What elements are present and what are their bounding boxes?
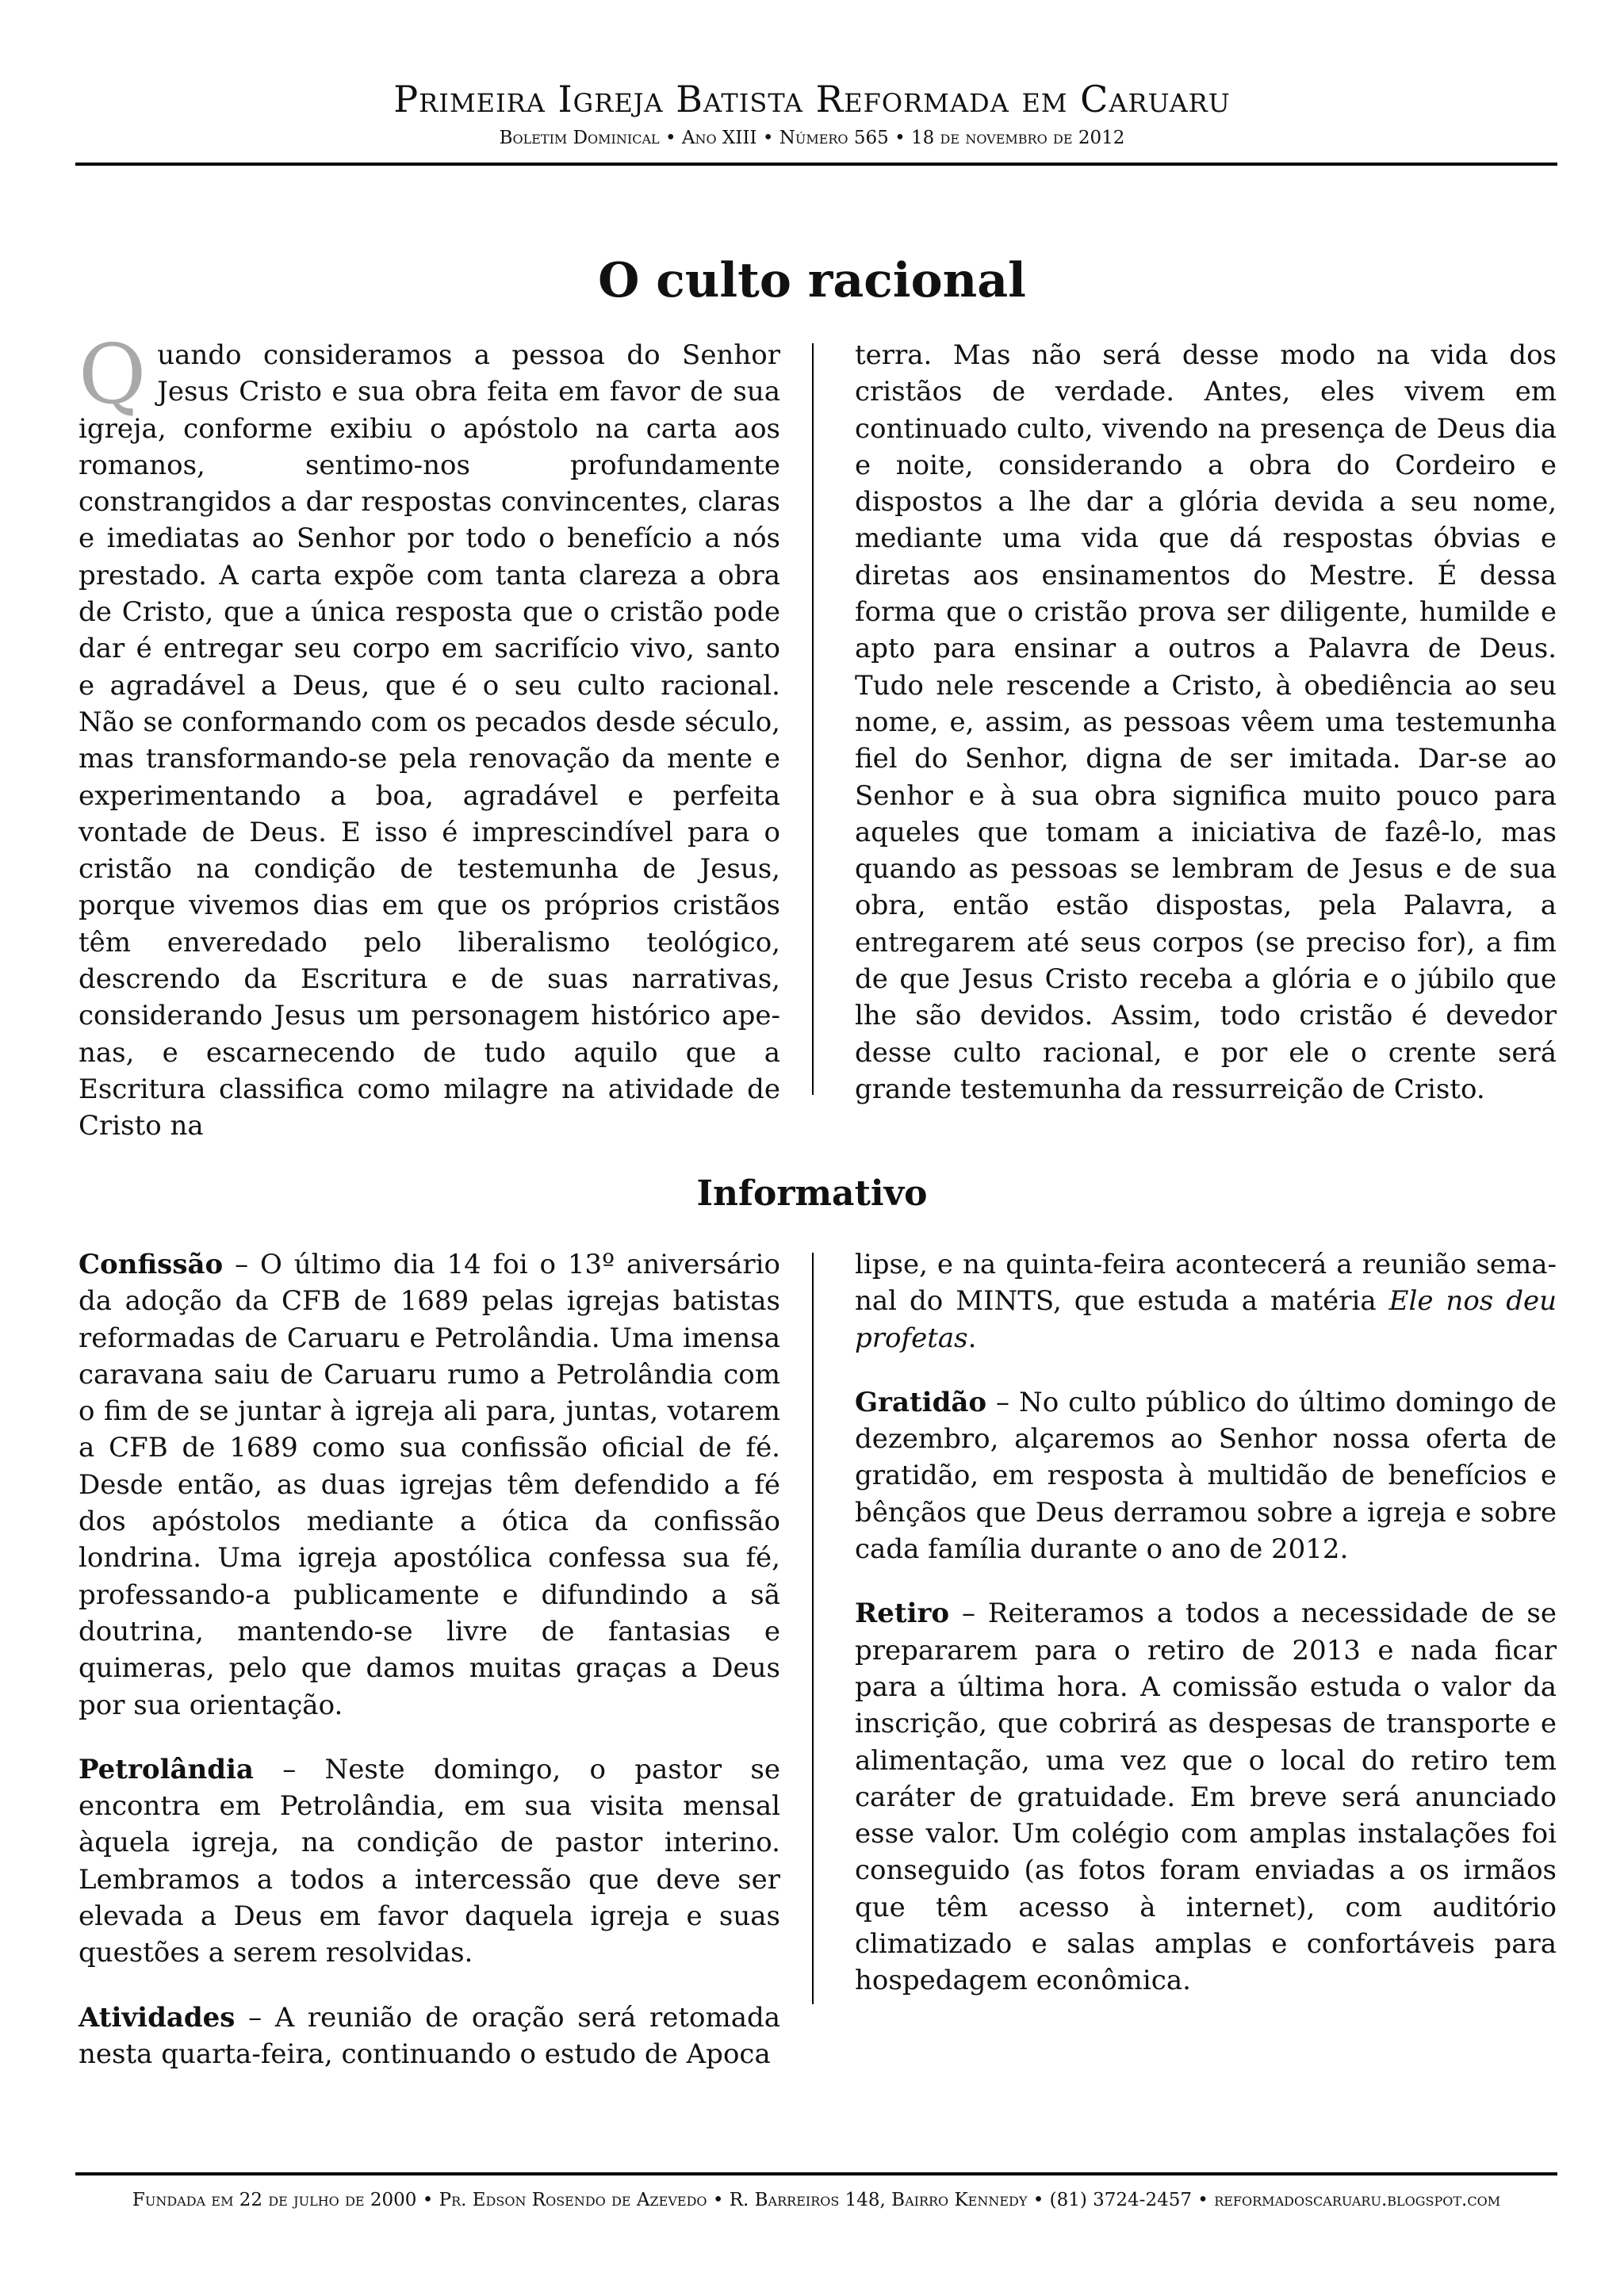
footer-pastor: Pr. Edson Rosendo de Azevedo: [439, 2190, 707, 2210]
bulletin-info: [0, 124, 1624, 151]
header-rule: [75, 163, 1557, 166]
masthead: [0, 75, 1624, 151]
dropcap: Q: [79, 326, 147, 423]
footer-phone: (81) 3724-2457: [1049, 2190, 1192, 2210]
bulletin-number: Número 565: [779, 128, 889, 148]
footer-address: R. Barreiros 148, Bairro Kennedy: [729, 2190, 1028, 2210]
informativo-column-right: [855, 1246, 1557, 1999]
notice-lead: Gratidão: [855, 1386, 987, 1418]
notice-lead: Retiro: [855, 1598, 950, 1630]
footer-rule: [75, 2172, 1557, 2175]
column-divider: [812, 1253, 814, 2004]
separator: •: [1032, 2190, 1044, 2210]
church-name: Primeira Igreja Batista Reformada em Caruaru: [393, 78, 1231, 121]
notice-confissao: Confissão – O último dia 14 foi o 13º aniversário da adoção da CFB de 1689 pelas igrejas batistas reformadas de Caruaru e Petrolândia. Uma imensa caravana saiu de Caruaru rumo a Petrolândia com o fim de se juntar à igreja ali para, juntas, votarem a CFB de 1689 como sua confissão oficial de fé. Desde então, as duas igrejas têm defendido a fé dos apóstolos mediante a ótica da confissão londrina. Uma igreja apostólica confessa sua fé, professando-a publicamente e difundindo a sã doutrina, mantendo-se livre de fantasias e quimeras, pelo que damos muitas graças a Deus por sua orientação.: [79, 1249, 780, 1721]
notice-lead: Confissão: [79, 1249, 224, 1280]
notice-lead: Atividades: [79, 2001, 236, 2034]
notice-lead: Petrolândia: [79, 1753, 254, 1785]
notice-petrolandia: Petrolândia – Neste domingo, o pastor se encontra em Petrolândia, em sua visita mensal àquela igreja, na condição de pastor interino. Lembramos a todos a intercessão que deve ser elevada a Deus em favor daquela igreja e suas questões a serem resolvidas.: [79, 1753, 780, 1969]
separator: •: [1197, 2190, 1208, 2210]
bulletin-date: 18 de novembro de 2012: [910, 128, 1125, 148]
book-title: Ele nos deu profetas: [855, 1285, 1557, 1354]
separator: •: [665, 128, 676, 148]
notice-gratidao: Gratidão – No culto público do último domingo de dezembro, alçaremos ao Senhor nossa oferta de gratidão, em resposta à multidão de benefícios e bênçãos que Deus derramou sobre a igreja e sobre cada família durante o ano de 2012.: [855, 1386, 1557, 1566]
notice-atividades-cont: lipse, e na quinta-feira acontecerá a reunião semanal do MINTS, que estuda a matéria Ele nos deu profetas.: [855, 1249, 1557, 1354]
article-text-left: uando consideramos a pessoa do Senhor Jesus Cristo e sua obra feita em favor de sua igreja, conforme exibiu o apóstolo na carta aos romanos, sentimo-nos profundamente constrangidos a dar respostas convincentes, claras e imediatas ao Senhor por todo o benefício a nós prestado. A carta expõe com tanta clareza a obra de Cristo, que a única resposta que o cristão pode dar é entregar seu corpo em sacrifício vivo, santo e agradável a Deus, que é o seu culto racional. Não se conformando com os pecados desde século, mas transformando-se pela renovação da mente e experimentando a boa, agradável e perfeita vontade de Deus. E isso é imprescindível para o cristão na condição de testemunha de Jesus, porque vivemos dias em que os próprios cristãos têm enveredado pelo liberalismo teológico, descrendo da Escritura e de suas narrativas, considerando Jesus um personagem histórico apenas, e escarnecendo de tudo aquilo que a Escritura classifica como milagre na atividade de Cristo na: [79, 339, 780, 1142]
article-column-right: [855, 337, 1557, 1108]
informativo-title: Informativo: [696, 1173, 928, 1214]
footer-founded: Fundada em 22 de julho de 2000: [132, 2190, 417, 2210]
footer: [75, 2187, 1557, 2214]
notice-atividades: Atividades – A reunião de oração será retomada nesta quarta-feira, continuando o estudo de Apoca: [79, 2001, 780, 2070]
column-divider: [812, 343, 814, 1095]
bulletin-year: Ano XIII: [681, 128, 757, 148]
article-title: O culto racional: [598, 253, 1026, 308]
informativo-column-left: [79, 1246, 780, 2072]
separator: •: [422, 2190, 434, 2210]
notice-retiro: Retiro – Reiteramos a todos a necessidade de se prepararem para o retiro de 2013 e nada ficar para a última hora. A comissão estuda o valor da inscrição, que cobrirá as despesas de transporte e alimentação, uma vez que o local do retiro tem caráter de gratuidade. Em breve será anunciado esse valor. Um colégio com amplas instalações foi conseguido (as fotos foram enviadas a os irmãos que têm acesso à internet), com auditório climatizado e salas amplas e confortáveis para hospedagem econômica.: [855, 1598, 1557, 1997]
article-column-left: [79, 326, 780, 1145]
separator: •: [712, 2190, 724, 2210]
bulletin-label: Boletim Dominical: [499, 128, 660, 148]
separator: •: [894, 128, 906, 148]
footer-website[interactable]: reformadoscaruaru.blogspot.com: [1214, 2190, 1501, 2210]
article-text-right: terra. Mas não será desse modo na vida dos cristãos de verdade. Antes, eles vivem em continuado culto, vivendo na presença de Deus dia e noite, considerando a obra do Cordeiro e dispostos a lhe dar a glória devida a seu nome, mediante uma vida que dá respostas óbvias e diretas aos ensinamentos do Mestre. É dessa forma que o cristão prova ser diligente, humilde e apto para ensinar a outros a Palavra de Deus. Tudo nele rescende a Cristo, à obediência ao seu nome, e, assim, as pessoas vêem uma testemunha fiel do Senhor, digna de ser imitada. Dar-se ao Senhor e à sua obra significa muito pouco para aqueles que tomam a iniciativa de fazê-lo, mas quando as pessoas se lembram de Jesus e de sua obra, então estão dispostas, pela Palavra, a entregarem até seus corpos (se preciso for), a fim de que Jesus Cristo receba a glória e o júbilo que lhe são devidos. Assim, todo cristão é devedor desse culto racional, e por ele o crente será grande testemunha da ressurreição de Cristo.: [855, 339, 1557, 1105]
separator: •: [762, 128, 774, 148]
